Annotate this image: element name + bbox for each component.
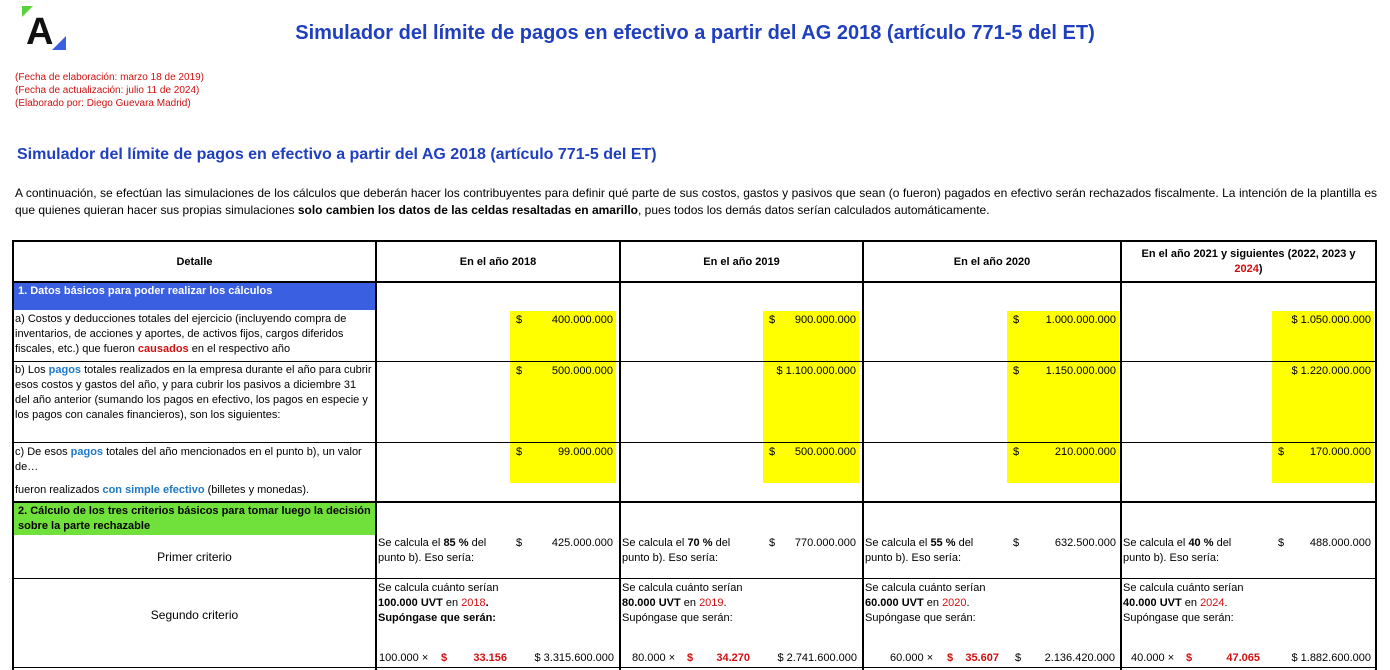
criterio2-calc-2019: 80.000 × $ 34.270 $ 2.741.600.000 xyxy=(632,652,857,664)
row-b-text: b) Los pagos totales realizados en la empresa durante el año para cubrir esos costos y gastos del año, y para cubrir los pasivos a diciembre 31 del año anterior (sumando los pagos en efectivo, los pagos en especie y los pagos con canales financieros), son los siguientes: xyxy=(15,364,372,421)
criterio1-value-2019: $ 770.000.000 xyxy=(769,537,856,549)
segundo-criterio-label: Segundo criterio xyxy=(150,608,239,622)
criterio2-calc-2021: 40.000 × $ 47.065 $ 1.882.600.000 xyxy=(1131,652,1371,664)
row-c-text-2: fueron realizados con simple efectivo (billetes y monedas). xyxy=(15,484,310,496)
page-title: Simulador del límite de pagos en efectivo a partir del AG 2018 (artículo 771-5 del ET) xyxy=(295,22,1095,44)
grid-line xyxy=(619,240,621,670)
sheet-subtitle: Simulador del límite de pagos en efectivo a partir del AG 2018 (artículo 771-5 del ET) xyxy=(17,146,657,163)
criterio1-text-2021: Se calcula el 40 % del punto b). Eso sería: xyxy=(1123,537,1232,564)
header-2021: En el año 2021 y siguientes (2022, 2023 y 2024) xyxy=(1141,248,1356,275)
section-2-label: 2. Cálculo de los tres criterios básicos para tomar luego la decisión sobre la parte rechazable xyxy=(14,503,375,535)
grid-line xyxy=(12,240,1377,242)
criterio2-text-2019: Se calcula cuánto serían 80.000 UVT en 2019. Supóngase que serán: xyxy=(622,582,743,624)
section-1-label: 1. Datos básicos para poder realizar los cálculos xyxy=(14,283,375,310)
grid-line xyxy=(1120,240,1122,670)
value-a-2019[interactable]: $ 900.000.000 xyxy=(769,314,856,326)
grid-line xyxy=(375,240,377,670)
grid-line xyxy=(12,578,1377,579)
header-detalle: Detalle xyxy=(176,256,213,268)
row-a-text: a) Costos y deducciones totales del ejercicio (incluyendo compra de inventarios, de acciones y aportes, de activos fijos, cargos diferidos fiscales, etc.) que fueron causados en el respectivo año xyxy=(15,313,347,355)
grid-line xyxy=(12,442,1377,443)
value-c-2020[interactable]: $ 210.000.000 xyxy=(1013,446,1116,458)
grid-line xyxy=(862,240,864,670)
meta-date-created: (Fecha de elaboración: marzo 18 de 2019) xyxy=(15,72,205,83)
value-a-2018[interactable]: $ 400.000.000 xyxy=(516,314,613,326)
value-b-2020[interactable]: $ 1.150.000.000 xyxy=(1013,365,1116,377)
header-2018: En el año 2018 xyxy=(459,256,537,268)
criterio2-text-2021: Se calcula cuánto serían 40.000 UVT en 2024. Supóngase que serán: xyxy=(1123,582,1244,624)
criterio2-text-2020: Se calcula cuánto serían 60.000 UVT en 2020. Supóngase que serán: xyxy=(865,582,986,624)
value-c-2019[interactable]: $ 500.000.000 xyxy=(769,446,856,458)
criterio1-text-2019: Se calcula el 70 % del punto b). Eso sería: xyxy=(622,537,731,564)
header-2020: En el año 2020 xyxy=(953,256,1031,268)
criterio1-value-2020: $ 632.500.000 xyxy=(1013,537,1116,549)
value-a-2020[interactable]: $ 1.000.000.000 xyxy=(1013,314,1116,326)
criterio1-value-2021: $ 488.000.000 xyxy=(1278,537,1371,549)
meta-date-updated: (Fecha de actualización: julio 11 de 2024) xyxy=(15,85,200,96)
row-c-text: c) De esos pagos totales del año mencionados en el punto b), un valor de… xyxy=(15,446,362,473)
value-c-2021[interactable]: $ 170.000.000 xyxy=(1278,446,1371,458)
grid-line xyxy=(1375,240,1377,670)
intro-paragraph: A continuación, se efectúan las simulaciones de los cálculos que deberán hacer los contribuyentes para definir qué parte de sus costos, gastos y pasivos que sean (o fueron) pagados en efectivo serán rechazados fiscalmente. La intención de la plantilla es que quienes quieran hacer sus propias simulaciones solo cambien los datos de las celdas resaltadas en amarillo, pues todos los demás datos serían calculados automáticamente. xyxy=(15,186,1377,217)
criterio1-text-2020: Se calcula el 55 % del punto b). Eso sería: xyxy=(865,537,974,564)
value-b-2021[interactable]: $ 1.220.000.000 xyxy=(1291,365,1371,377)
grid-line xyxy=(12,667,1377,668)
value-b-2018[interactable]: $ 500.000.000 xyxy=(516,365,613,377)
criterio1-value-2018: $ 425.000.000 xyxy=(516,537,613,549)
value-c-2018[interactable]: $ 99.000.000 xyxy=(516,446,613,458)
criterio2-text-2018: Se calcula cuánto serían 100.000 UVT en 2018. Supóngase que serán: xyxy=(378,582,499,624)
logo-letter: A xyxy=(26,11,54,52)
criterio2-calc-2020: 60.000 × $ 35.607 $ 2.136.420.000 xyxy=(890,652,1115,664)
meta-author: (Elaborado por: Diego Guevara Madrid) xyxy=(15,98,191,109)
value-a-2021[interactable]: $ 1.050.000.000 xyxy=(1291,314,1371,326)
grid-line xyxy=(12,361,1377,362)
value-b-2019[interactable]: $ 1.100.000.000 xyxy=(776,365,856,377)
criterio2-calc-2018: 100.000 × $ 33.156 $ 3.315.600.000 xyxy=(379,652,614,664)
primer-criterio-label: Primer criterio xyxy=(157,550,232,564)
header-2019: En el año 2019 xyxy=(703,256,780,268)
criterio1-text-2018: Se calcula el 85 % del punto b). Eso sería: xyxy=(378,537,487,564)
